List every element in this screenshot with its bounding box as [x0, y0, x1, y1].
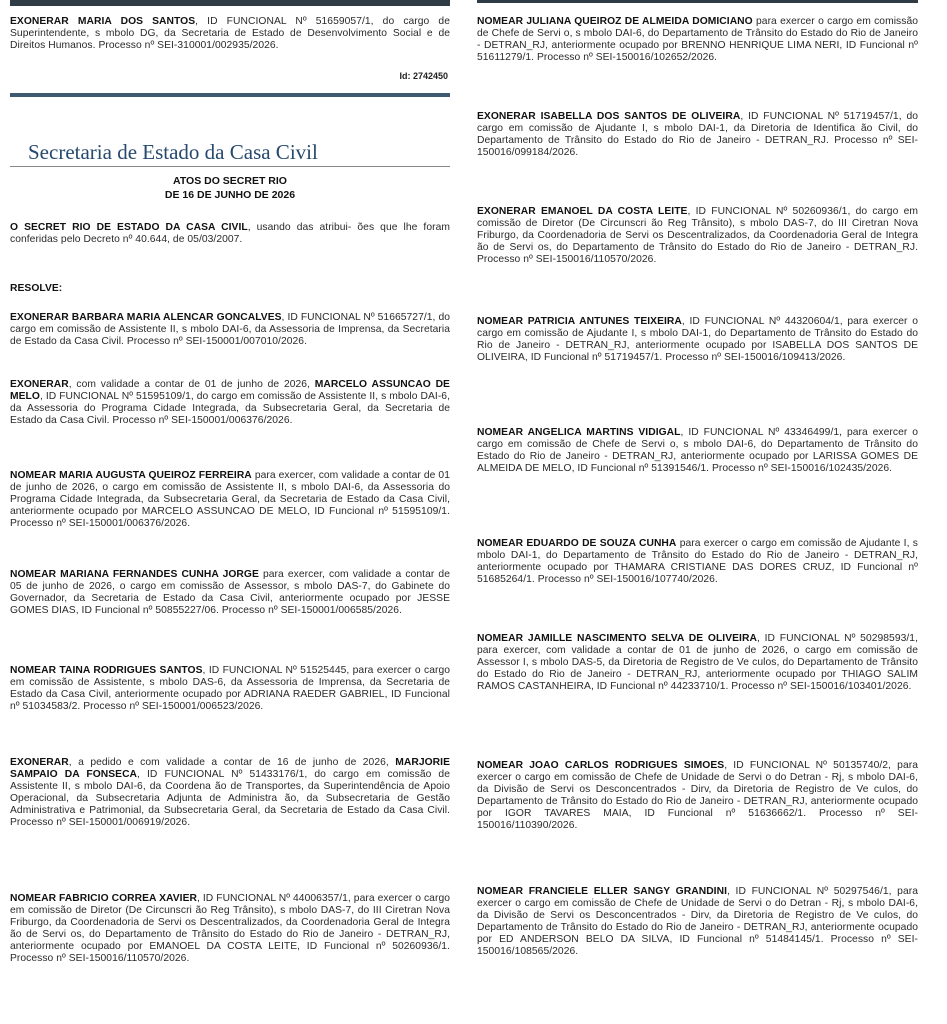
act-mariana-jorge: NOMEAR MARIANA FERNANDES CUNHA JORGE para exercer, com validade a contar de 05 de junho de 2026, o cargo em comissão de Assessor, s mbolo DAS-7, do Gabinete do Governador, da Secretaria de Estado da Casa Civil, anteriormente ocupado por JESSE GOMES DIAS, ID Funcional nº 50855227/06. Processo nº SEI-150001/006585/2026.	[10, 569, 450, 617]
resolve-label: RESOLVE:	[10, 283, 63, 294]
section-title-underline	[10, 166, 450, 167]
act-franciele-grandini: NOMEAR FRANCIELE ELLER SANGY GRANDINI, ID FUNCIONAL Nº 50297546/1, para exercer o cargo em comissão de Chefe de Unidade de Servi o do Detran - Rj, s mbolo DAI-6, da Divisão de Servi os Desconcentrados - Dirv, da Diretoria de Registro de Ve culos, do Departamento de Trânsito do Estado do Rio de Janeiro - DETRAN_RJ, anteriormente ocupado por ED ANDERSON BELO DA SILVA, ID Funcional nº 51484145/1. Processo nº SEI-150016/108565/2026.	[477, 886, 918, 958]
act-barbara-alencar: EXONERAR BARBARA MARIA ALENCAR GONCALVES, ID FUNCIONAL Nº 51665727/1, do cargo em comissão de Assistente II, s mbolo DAI-6, da Assessoria de Imprensa, da Secretaria de Estado da Casa Civil. Processo nº SEI-150001/007010/2026.	[10, 312, 451, 348]
act-patricia-teixeira: NOMEAR PATRICIA ANTUNES TEIXEIRA, ID FUNCIONAL Nº 44320604/1, para exercer o cargo em comissão de Ajudante I, s mbolo DAI-1, do Departamento de Trânsito do Estado do Rio de Janeiro - DETRAN_RJ, anteriormente ocupado por ISABELLA DOS SANTOS DE OLIVEIRA, ID Funcional nº 51719457/1. Processo nº SEI-150016/109413/2026.	[477, 316, 918, 364]
right-column	[477, 0, 918, 1024]
act-maria-augusta: NOMEAR MARIA AUGUSTA QUEIROZ FERREIRA para exercer, com validade a contar de 01 de junho de 2026, o cargo em comissão de Assistente II, s mbolo DAI-6, da Assessoria do Programa Cidade Integrada, da Subsecretaria Geral, da Secretaria de Estado da Casa Civil, anteriormente ocupado por MARCELO ASSUNCAO DE MELO, ID Funcional nº 51595109/1. Processo nº SEI-150001/006376/2026.	[10, 470, 450, 530]
act-taina-santos: NOMEAR TAINA RODRIGUES SANTOS, ID FUNCIONAL Nº 51525445, para exercer o cargo em comissão de Assistente, s mbolo DAS-6, da Assessoria de Imprensa, da Secretaria de Estado da Casa Civil, anteriormente ocupado por ADRIANA RAEDER GABRIEL, ID Funcional nº 51034583/2. Processo nº SEI-150001/006523/2026.	[10, 665, 451, 713]
act-emanoel-leite: EXONERAR EMANOEL DA COSTA LEITE, ID FUNCIONAL Nº 50260936/1, do cargo em comissão de Diretor (De Circunscri ão Reg Trânsito), s mbolo DAS-7, do III Ciretran Nova Friburgo, da Coordenadoria de Servi os Descentralizados, da Coordenadoria Geral de Integra ão de Servi os, do Departamento de Trânsito do Estado do Rio de Janeiro - DETRAN_RJ. Processo nº SEI-150016/110570/2026.	[477, 206, 918, 266]
act-marjorie-fonseca: EXONERAR, a pedido e com validade a contar de 16 de junho de 2026, MARJORIE SAMPAIO DA FONSECA, ID FUNCIONAL Nº 51433176/1, do cargo em comissão de Assistente II, s mbolo DAI-6, da Coordena ão de Transportes, da Superintendência de Apoio Operacional, da Subsecretaria Adjunta de Administra ão, da Subsecretaria de Gestão Administrativa e Patrimonial, da Subsecretaria Geral, da Secretaria de Estado da Casa Civil. Processo nº SEI-150001/006919/2026.	[10, 757, 450, 829]
act-exonerar-maria-dos-santos: EXONERAR MARIA DOS SANTOS, ID FUNCIONAL Nº 51659057/1, do cargo de Superintendente, s mbolo DG, da Secretaria de Estado de Desenvolvimento Social e de Direitos Humanos. Processo nº SEI-310001/002935/2026.	[10, 16, 450, 52]
top-rule	[10, 0, 450, 6]
section-divider	[10, 93, 450, 97]
act-isabella-oliveira: EXONERAR ISABELLA DOS SANTOS DE OLIVEIRA, ID FUNCIONAL Nº 51719457/1, do cargo em comissão de Ajudante I, s mbolo DAI-1, da Diretoria de Identifica ão Civil, do Departamento de Trânsito do Estado do Rio de Janeiro - DETRAN_RJ. Processo nº SEI-150016/099184/2026.	[477, 111, 919, 159]
top-rule-right	[477, 0, 918, 3]
left-column	[10, 0, 450, 1024]
atos-date: DE 16 DE JUNHO DE 2026	[164, 189, 296, 201]
act-jamille-oliveira: NOMEAR JAMILLE NASCIMENTO SELVA DE OLIVEIRA, ID FUNCIONAL Nº 50298593/1, para exercer, com validade a contar de 01 de junho de 2026, o cargo em comissão de Assessor I, s mbolo DAS-5, da Diretoria de Registro de Ve culos, do Departamento de Trânsito do Estado do Rio de Janeiro - DETRAN_RJ, anteriormente ocupado por THIAGO SALIM RAMOS CASTANHEIRA, ID Funcional nº 44233710/1. Processo nº SEI-150016/103401/2026.	[477, 633, 918, 693]
atos-heading: ATOS DO SECRET RIO	[173, 175, 287, 187]
act-eduardo-cunha: NOMEAR EDUARDO DE SOUZA CUNHA para exercer o cargo em comissão de Ajudante I, s mbolo DAI-1, do Departamento de Trânsito do Estado do Rio de Janeiro - DETRAN_RJ, anteriormente ocupado por THAMARA CRISTIANE DAS DORES CRUZ, ID Funcional nº 51685264/1. Processo nº SEI-150016/107740/2026.	[477, 538, 919, 586]
preamble: O SECRET RIO DE ESTADO DA CASA CIVIL, usando das atribui- ões que lhe foram conferidas pelo Decreto nº 40.644, de 05/03/2007.	[10, 222, 450, 246]
act-joao-simoes: NOMEAR JOAO CARLOS RODRIGUES SIMOES, ID FUNCIONAL Nº 50135740/2, para exercer o cargo em comissão de Chefe de Unidade de Servi o do Detran - Rj, s mbolo DAI-6, da Divisão de Servi os Desconcentrados - Dirv, da Diretoria de Registro de Ve culos, do Departamento de Trânsito do Estado do Rio de Janeiro - DETRAN_RJ, anteriormente ocupado por IGOR TAVARES MAIA, ID Funcional nº 51636662/1. Processo nº SEI-150016/110390/2026.	[477, 760, 918, 832]
section-title: Secretaria de Estado da Casa Civil	[28, 140, 318, 164]
act-marcelo-assuncao: EXONERAR, com validade a contar de 01 de junho de 2026, MARCELO ASSUNCAO DE MELO, ID FUNCIONAL Nº 51595109/1, do cargo em comissão de Assistente II, s mbolo DAI-6, da Assessoria do Programa Cidade Integrada, da Subsecretaria Geral, da Secretaria de Estado da Casa Civil. Processo nº SEI-150001/006376/2026.	[10, 379, 450, 427]
document-id: Id: 2742450	[399, 71, 448, 81]
act-juliana-domiciano: NOMEAR JULIANA QUEIROZ DE ALMEIDA DOMICIANO para exercer o cargo em comissão de Chefe de Servi o, s mbolo DAI-6, do Departamento de Trânsito do Estado do Rio de Janeiro - DETRAN_RJ, anteriormente ocupado por BRENNO HENRIQUE LIMA NERI, ID Funcional nº 51611279/1. Processo nº SEI-150016/102652/2026.	[477, 16, 918, 64]
act-fabricio-xavier: NOMEAR FABRICIO CORREA XAVIER, ID FUNCIONAL Nº 44006357/1, para exercer o cargo em comissão de Diretor (De Circunscri ão Reg Trânsito), s mbolo DAS-7, do III Ciretran Nova Friburgo, da Coordenadoria de Servi os Descentralizados, da Coordenadoria Geral de Integra ão de Servi os, do Departamento de Trânsito do Estado do Rio de Janeiro - DETRAN_RJ, anteriormente ocupado por EMANOEL DA COSTA LEITE, ID Funcional nº 50260936/1. Processo nº SEI-150016/110570/2026.	[10, 893, 450, 965]
act-angelica-vidigal: NOMEAR ANGELICA MARTINS VIDIGAL, ID FUNCIONAL Nº 43346499/1, para exercer o cargo em comissão de Chefe de Servi o, s mbolo DAI-6, do Departamento de Trânsito do Estado do Rio de Janeiro - DETRAN_RJ, anteriormente ocupado por LARISSA GOMES DE ALMEIDA DE MELO, ID Funcional nº 51391546/1. Processo nº SEI-150016/102435/2026.	[477, 427, 918, 475]
